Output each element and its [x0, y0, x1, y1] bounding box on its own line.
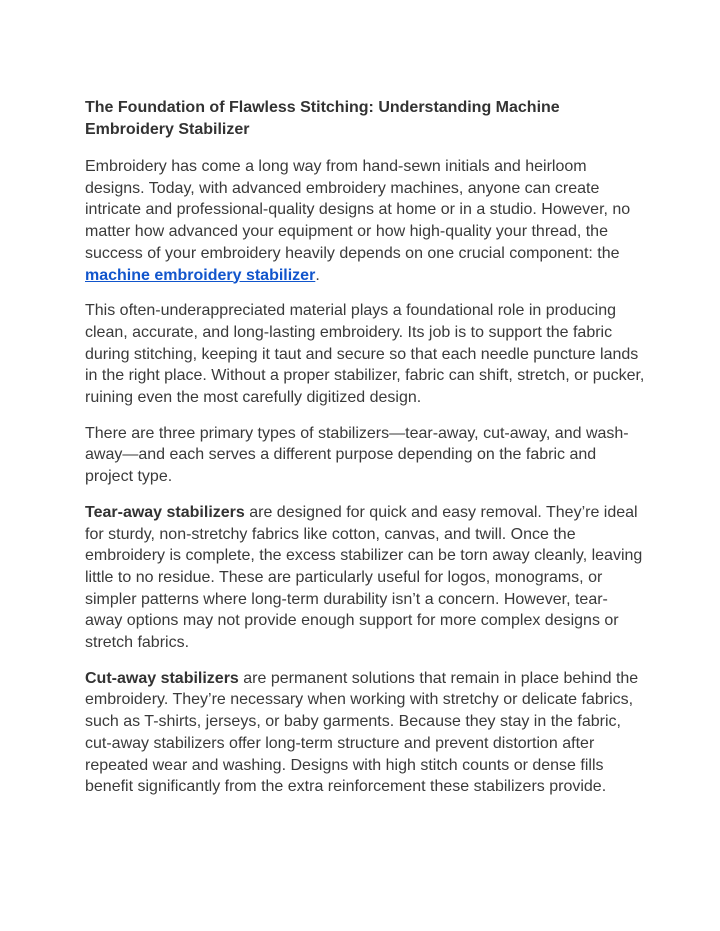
paragraph-intro-end: . — [315, 266, 320, 284]
paragraph-role: This often-underappreciated material plays a foundational role in producing clean, accurate, and long-lasting embroidery. Its job is to support the fabric during stitching, keeping it taut and secure so that each needle puncture lands in the right place. Without a proper stabilizer, fabric can shift, stretch, or pucker, ruining even the most carefully digitized design. — [85, 302, 645, 407]
paragraph-tear-away — [85, 502, 645, 654]
document-title: The Foundation of Flawless Stitching: Understanding Machine Embroidery Stabilizer — [85, 99, 560, 138]
paragraph-types: There are three primary types of stabilizers—tear-away, cut-away, and wash-away—and each serves a different purpose depending on the fabric and project type. — [85, 424, 629, 486]
document-page — [85, 97, 645, 812]
tear-away-text: are designed for quick and easy removal. They’re ideal for sturdy, non-stretchy fabrics like cotton, canvas, and twill. Once the embroidery is complete, the excess stabilizer can be torn away cleanly, leaving little to no residue. These are particularly useful for logos, monograms, or simpler patterns where long-term durability isn’t a concern. However, tear-away options may not provide enough support for more complex designs or stretch fabrics. — [85, 503, 643, 652]
paragraph-cut-away — [85, 668, 645, 798]
cut-away-heading: Cut-away stabilizers — [85, 669, 239, 687]
paragraph-intro-text: Embroidery has come a long way from hand-sewn initials and heirloom designs. Today, with advanced embroidery machines, anyone can create intricate and professional-quality designs at home or in a studio. However, no matter how advanced your equipment or how high-quality your thread, the success of your embroidery heavily depends on one crucial component: the — [85, 158, 631, 262]
paragraph-intro — [85, 156, 645, 286]
tear-away-heading: Tear-away stabilizers — [85, 503, 245, 521]
cut-away-text: are permanent solutions that remain in place behind the embroidery. They’re necessary when working with stretchy or delicate fabrics, such as T-shirts, jerseys, or baby garments. Because they stay in the fabric, cut-away stabilizers offer long-term structure and prevent distortion after repeated wear and washing. Designs with high stitch counts or dense fills benefit significantly from the extra reinforcement these stabilizers provide. — [85, 669, 639, 796]
stabilizer-link[interactable]: machine embroidery stabilizer — [85, 266, 316, 284]
